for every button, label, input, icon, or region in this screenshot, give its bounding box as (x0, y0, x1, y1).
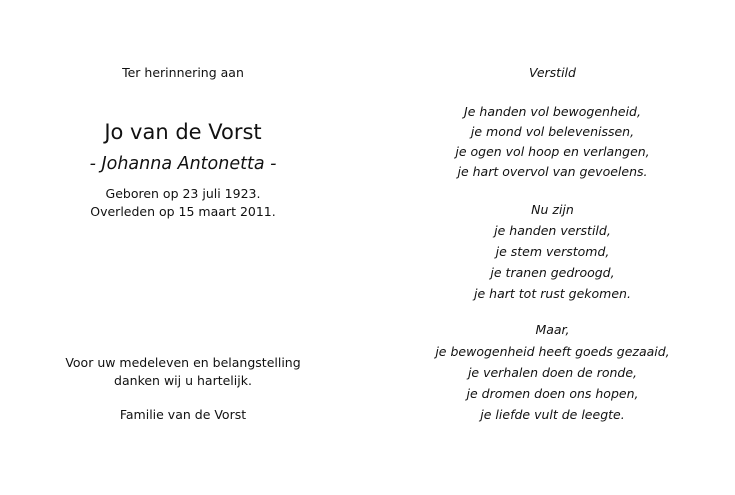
poem-line: je tranen gedroogd, (490, 265, 615, 280)
poem-line: je handen verstild, (494, 223, 611, 238)
poem-line: je liefde vult de leegte. (480, 407, 625, 422)
poem-line: je stem verstomd, (495, 244, 610, 259)
deceased-name: Jo van de Vorst (104, 120, 262, 144)
poem-line: je mond vol belevenissen, (470, 124, 635, 139)
poem-line: je verhalen doen de ronde, (467, 365, 638, 380)
poem-line: je bewogenheid heeft goeds gezaaid, (435, 344, 670, 359)
poem-line: Je handen vol bewogenheid, (464, 104, 641, 119)
thanks-line-1: Voor uw medeleven en belangstelling (65, 355, 301, 370)
intro-text: Ter herinnering aan (122, 65, 244, 80)
thanks-line-2: danken wij u hartelijk. (114, 373, 252, 388)
death-date: Overleden op 15 maart 2011. (90, 204, 276, 219)
poem-title: Verstild (529, 65, 576, 80)
family-signature: Familie van de Vorst (119, 407, 247, 422)
poem-line: je hart overvol van gevoelens. (457, 164, 648, 179)
given-names: - Johanna Antonetta - (89, 154, 277, 174)
poem-line: je ogen vol hoop en verlangen, (455, 144, 650, 159)
poem-line: je hart tot rust gekomen. (474, 286, 631, 301)
birth-date: Geboren op 23 juli 1923. (105, 186, 261, 201)
poem-line: Nu zijn (531, 202, 574, 217)
poem-line: je dromen doen ons hopen, (466, 386, 639, 401)
poem-line: Maar, (535, 322, 570, 337)
